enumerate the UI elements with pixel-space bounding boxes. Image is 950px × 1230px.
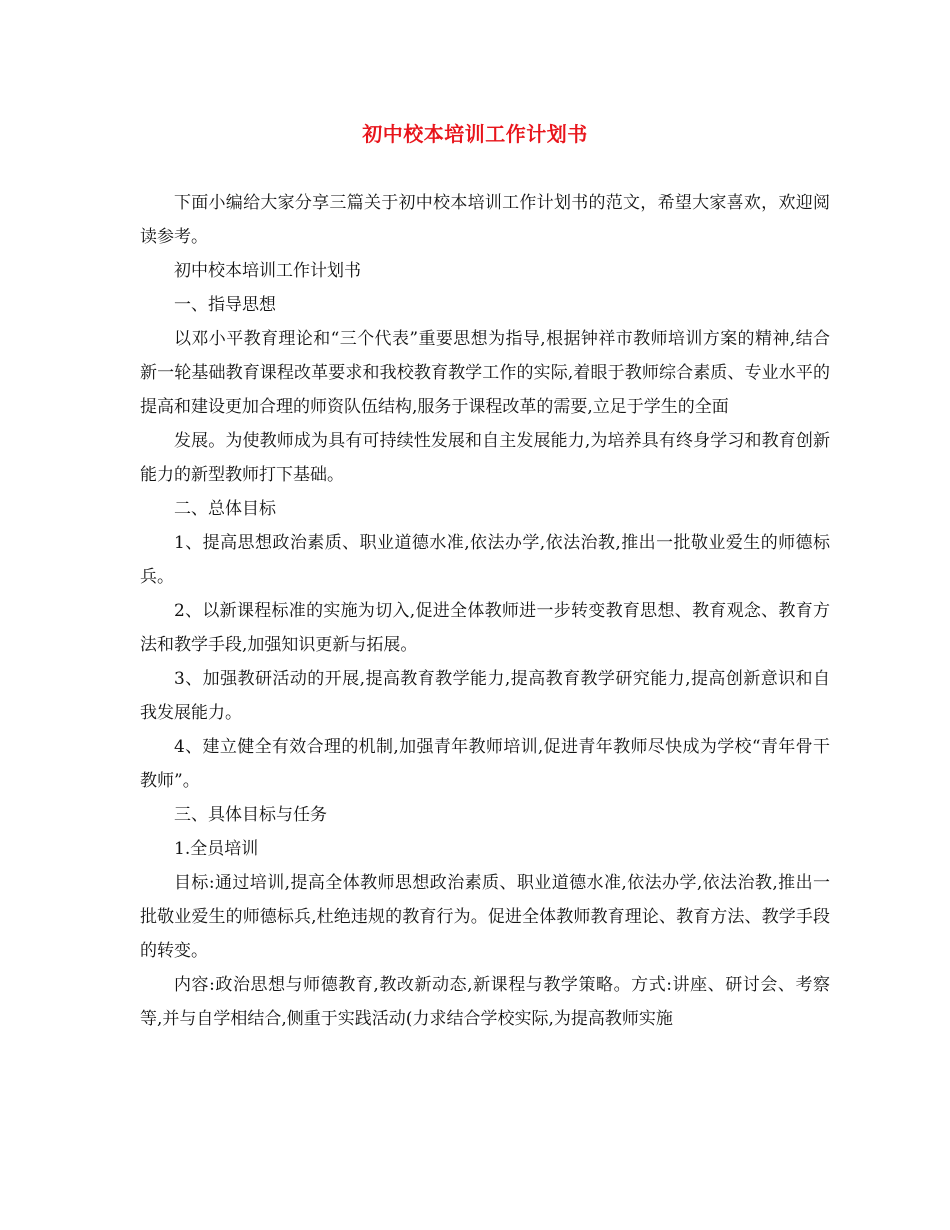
paragraph-goal-2: 2、以新课程标准的实施为切入,促进全体教师进一步转变教育思想、教育观念、教育方法和教学手段,加强知识更新与拓展。 (140, 601, 830, 655)
document-title: 初中校本培训工作计划书 (362, 122, 588, 146)
paragraph-training-content: 内容:政治思想与师德教育,教改新动态,新课程与教学策略。方式:讲座、研讨会、考察等,并与自学相结合,侧重于实践活动(力求结合学校实际,为提高教师实施 (140, 975, 830, 1029)
heading-all-staff-training: 1.全员培训 (174, 839, 259, 859)
heading-specific-goals: 三、具体目标与任务 (174, 805, 327, 825)
paragraph-intro: 下面小编给大家分享三篇关于初中校本培训工作计划书的范文，希望大家喜欢，欢迎阅读参考。 (140, 193, 830, 247)
paragraph-subtitle: 初中校本培训工作计划书 (174, 261, 361, 281)
heading-overall-goals: 二、总体目标 (174, 499, 276, 519)
paragraph-goal-3: 3、加强教研活动的开展,提高教育教学能力,提高教育教学研究能力,提高创新意识和自我发展能力。 (140, 669, 830, 723)
paragraph-guiding-ideology: 以邓小平教育理论和“三个代表”重要思想为指导,根据钟祥市教师培训方案的精神,结合新一轮基础教育课程改革要求和我校教育教学工作的实际,着眼于教师综合素质、专业水平的提高和建设更加合理的师资队伍结构,服务于课程改革的需要,立足于学生的全面 (140, 329, 830, 417)
paragraph-goal-4: 4、建立健全有效合理的机制,加强青年教师培训,促进青年教师尽快成为学校“青年骨干教师”。 (140, 737, 830, 791)
paragraph-development: 发展。为使教师成为具有可持续性发展和自主发展能力,为培养具有终身学习和教育创新能力的新型教师打下基础。 (140, 431, 830, 485)
heading-guiding-ideology: 一、指导思想 (174, 295, 276, 315)
document-body (140, 186, 830, 1036)
paragraph-training-target: 目标:通过培训,提高全体教师思想政治素质、职业道德水准,依法办学,依法治教,推出一批敬业爱生的师德标兵,杜绝违规的教育行为。促进全体教师教育理论、教育方法、教学手段的转变。 (140, 873, 830, 961)
paragraph-goal-1: 1、提高思想政治素质、职业道德水准,依法办学,依法治教,推出一批敬业爱生的师德标兵。 (140, 533, 830, 587)
